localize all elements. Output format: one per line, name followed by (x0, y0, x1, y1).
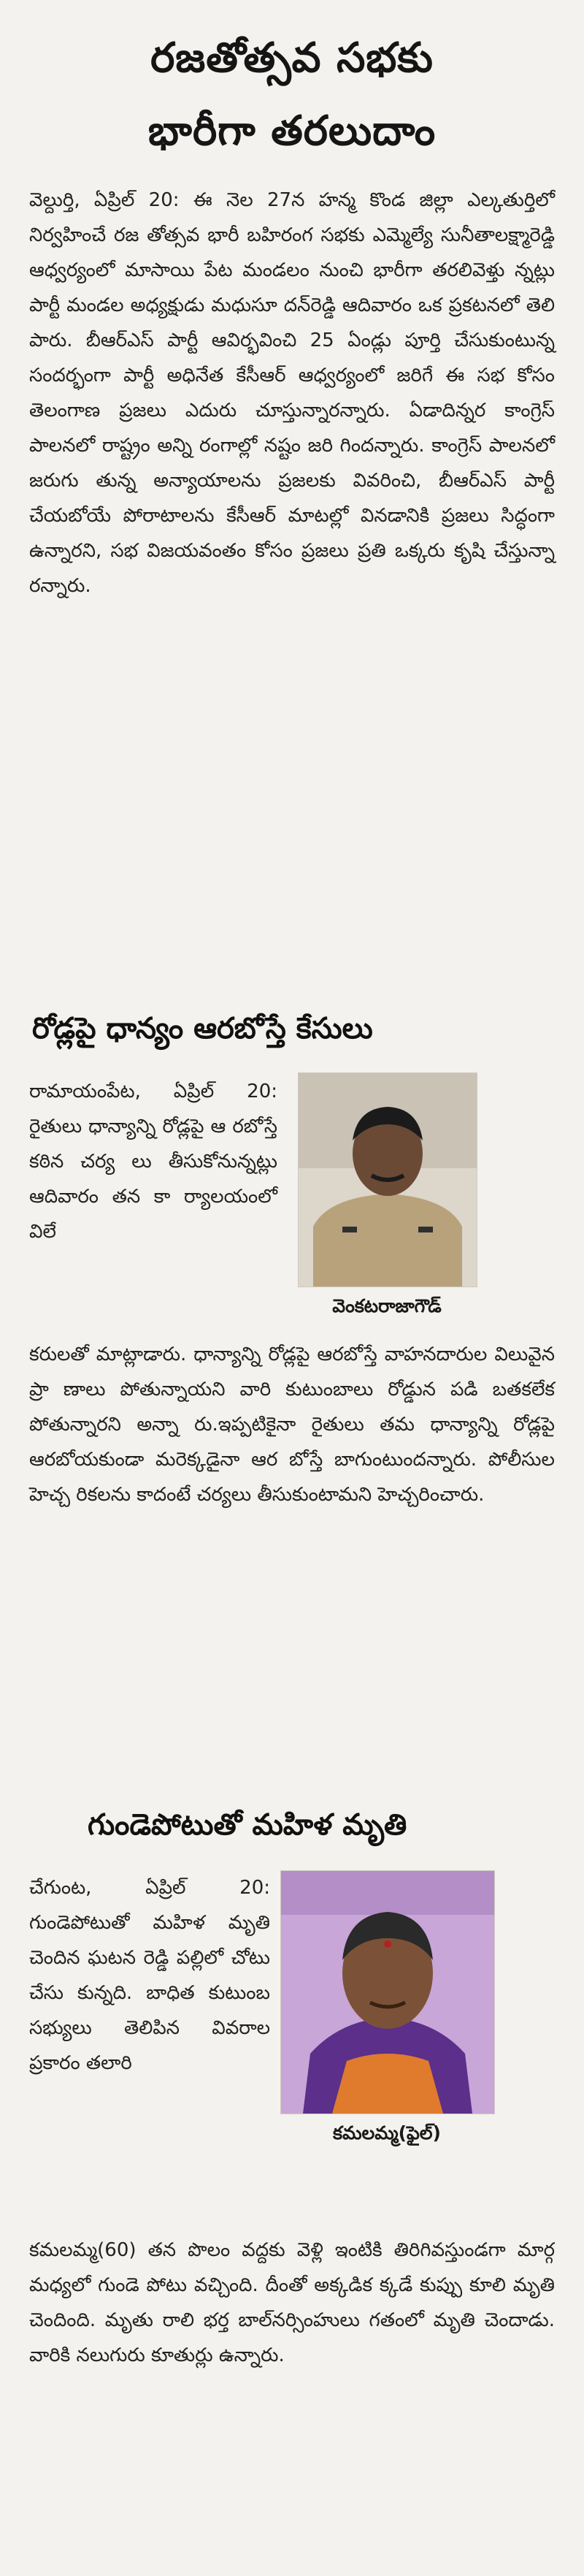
article3-intro: చేగుంట, ఏప్రిల్ 20: గుండెపోటుతో మహిళ మృతి చెందిన ఘటన రెడ్డి పల్లిలో చోటు చేసు కున్నది. బాధిత కుటుంబ సభ్యులు తెలిపిన వివరాల ప్రకారం తలారి (29, 1877, 270, 2074)
article1-headline-line2: భారీగా తరలుదాం (147, 107, 437, 155)
article2-intro: రామాయంపేట, ఏప్రిల్ 20: రైతులు ధాన్యాన్ని రోడ్లపై ఆ రబోస్తే కఠిన చర్య లు తీసుకోనున్నట్లు ఆదివారం తన కా ర్యాలయంలో విలే (29, 1081, 277, 1243)
article1-headline-line1: రజతోత్సవ సభకు (150, 34, 434, 82)
article3-body: కమలమ్మ(60) తన పొలం వద్దకు వెళ్లి ఇంటికి తిరిగివస్తుండగా మార్గ మధ్యలో గుండె పోటు వచ్చింది. దీంతో అక్కడిక క్కడే కుప్పు కూలి మృతి చెందింది. మృతు రాలి భర్త బాల్‌నర్సింహులు గతంలో మృతి చెందాడు. వారికి నలుగురు కూతుర్లు ఉన్నారు. (29, 2239, 555, 2366)
article2-body: కరులతో మాట్లాడారు. ధాన్యాన్ని రోడ్లపై ఆరబోస్తే వాహనదారుల విలువైన ప్రా ణాలు పోతున్నాయని వారి కుటుంబాలు రోడ్డున పడి బతకలేక పోతున్నారని అన్నా రు.ఇప్పటికైనా రైతులు తమ ధాన్యాన్ని రోడ్లపై ఆరబోయకుండా మరెక్కడైనా ఆర బోస్తే బాగుంటుందన్నారు. పోలీసుల హెచ్చ రికలను కాదంటే చర్యలు తీసుకుంటామని హెచ్చరించారు. (29, 1344, 555, 1506)
article3-headline: గుండెపోటుతో మహిళ మృతి (88, 1808, 407, 1842)
woman-photo (280, 1870, 495, 2114)
article2-headline: రోడ్లపై ధాన్యం ఆరబోస్తే కేసులు (32, 1012, 373, 1045)
woman-photo-caption: కమలమ్మ(ఫైల్) (280, 2119, 493, 2148)
woman-portrait-icon (281, 1871, 494, 2114)
article1-body: వెల్దుర్తి, ఏప్రిల్ 20: ఈ నెల 27న హన్మ కొండ జిల్లా ఎల్కతుర్తిలో నిర్వహించే రజ తోత్సవ భారీ బహిరంగ సభకు ఎమ్మెల్యే సునీతాలక్ష్మారెడ్డి ఆధ్వర్యంలో మాసాయి పేట మండలం నుంచి భారీగా తరలివెళ్తు న్నట్లు పార్టీ మండల అధ్యక్షుడు మధుసూ దన్‌రెడ్డి ఆదివారం ఒక ప్రకటనలో తెలి పారు. బీఆర్ఎస్ పార్టీ ఆవిర్భవించి 25 ఏండ్లు పూర్తి చేసుకుంటున్న సందర్భంగా పార్టీ అధినేత కేసీఆర్ ఆధ్వర్యంలో జరిగే ఈ సభ కోసం తెలంగాణ ప్రజలు ఎదురు చూస్తున్నారన్నారు. ఏడాదిన్నర కాంగ్రెస్ పాలనలో రాష్ట్రం అన్ని రంగాల్లో నష్టం జరి గిందన్నారు. కాంగ్రెస్ పాలనలో జరుగు తున్న అన్యాయాలను ప్రజలకు వివరించి, బీఆర్ఎస్ పార్టీ చేయబోయే పోరాటాలను కేసీఆర్ మాటల్లో వినడానికి ప్రజలు సిద్ధంగా ఉన్నారని, సభ విజయవంతం కోసం ప్రజలు ప్రతి ఒక్కరు కృషి చేస్తున్నా రన్నారు. (29, 189, 555, 597)
officer-photo (298, 1072, 477, 1287)
officer-photo-caption: వెంకటరాజాగౌడ్ (298, 1292, 476, 1321)
officer-portrait-icon (299, 1073, 477, 1287)
